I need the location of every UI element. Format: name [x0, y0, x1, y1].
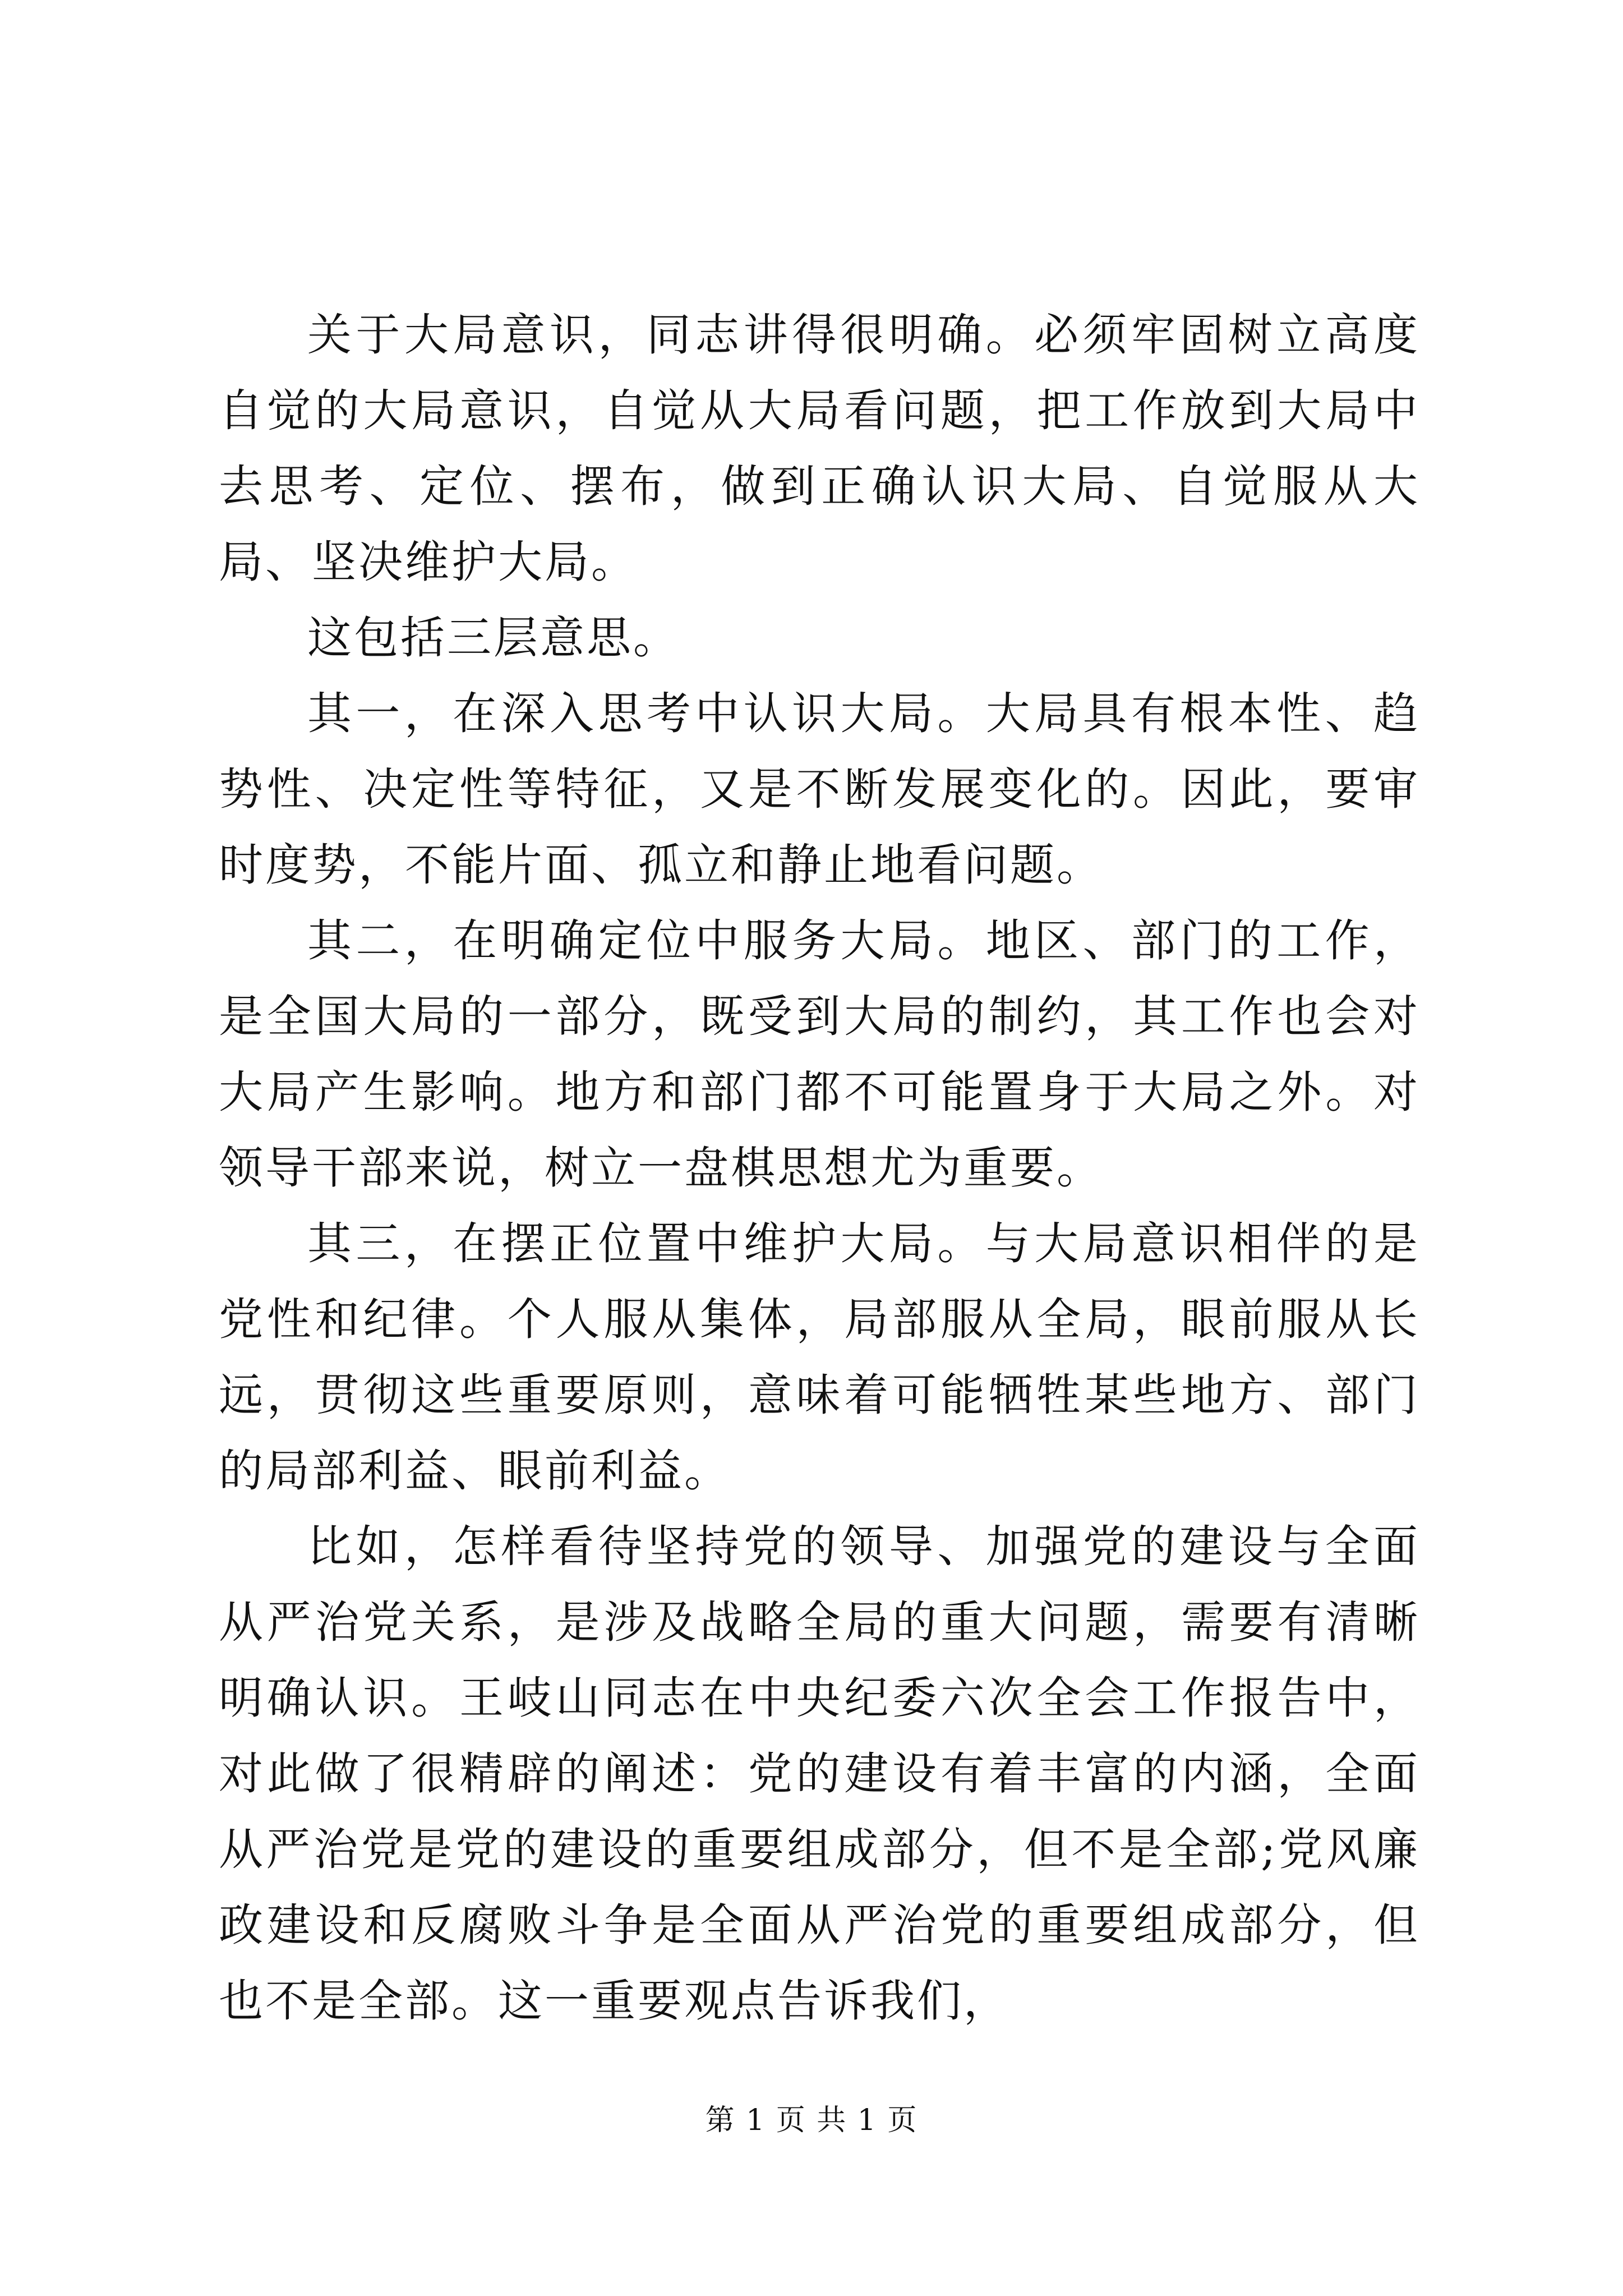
document-body	[219, 297, 1420, 2039]
paragraph-2: 这包括三层意思。	[307, 612, 680, 664]
paragraph-4: 其二，在明确定位中服务大局。地区、部门的工作，是全国大局的一部分，既受到大局的制约，其工作也会对大局产生影响。地方和部门都不可能置身于大局之外。对领导干部来说，树立一盘棋思想尤为重要。	[219, 915, 1420, 1194]
paragraph-1: 关于大局意识，同志讲得很明确。必须牢固树立高度自觉的大局意识，自觉从大局看问题，把工作放到大局中去思考、定位、摆布，做到正确认识大局、自觉服从大局、坚决维护大局。	[219, 309, 1420, 588]
page-footer: 第 1 页 共 1 页	[705, 2104, 918, 2137]
paragraph-5: 其三，在摆正位置中维护大局。与大局意识相伴的是党性和纪律。个人服从集体，局部服从全局，眼前服从长远，贯彻这些重要原则，意味着可能牺牲某些地方、部门的局部利益、眼前利益。	[219, 1218, 1420, 1497]
paragraph-6: 比如，怎样看待坚持党的领导、加强党的建设与全面从严治党关系，是涉及战略全局的重大问题，需要有清晰明确认识。王岐山同志在中央纪委六次全会工作报告中，对此做了很精辟的阐述：党的建设有着丰富的内涵，全面从严治党是党的建设的重要组成部分，但不是全部;党风廉政建设和反腐败斗争是全面从严治党的重要组成部分，但也不是全部。这一重要观点告诉我们，	[219, 1521, 1420, 2027]
paragraph-3: 其一，在深入思考中认识大局。大局具有根本性、趋势性、决定性等特征，又是不断发展变化的。因此，要审时度势，不能片面、孤立和静止地看问题。	[219, 688, 1420, 891]
